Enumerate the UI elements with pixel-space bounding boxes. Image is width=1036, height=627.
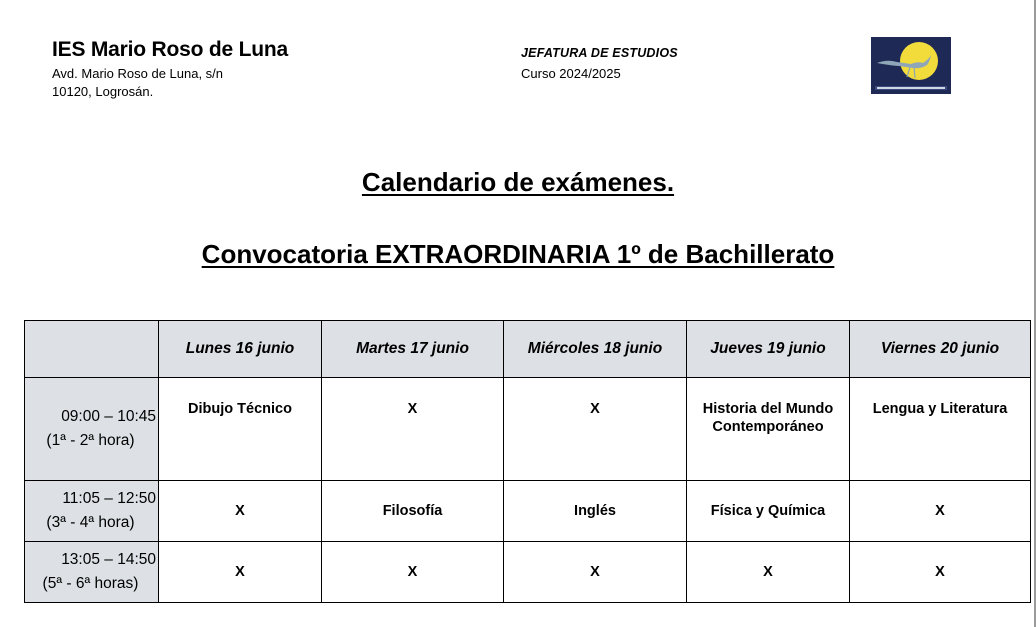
- day-header: Lunes 16 junio: [159, 321, 322, 378]
- time-period: (5ª - 6ª horas): [42, 575, 139, 592]
- time-period: (3ª - 4ª hora): [46, 514, 135, 531]
- day-header: Martes 17 junio: [322, 321, 504, 378]
- page-subtitle: Convocatoria EXTRAORDINARIA 1º de Bachillerato: [201, 239, 835, 269]
- time-slot-cell: [25, 481, 159, 542]
- exam-cell: Inglés: [504, 481, 687, 542]
- day-header: Jueves 19 junio: [687, 321, 850, 378]
- day-header: Miércoles 18 junio: [504, 321, 687, 378]
- exam-cell: Filosofía: [322, 481, 504, 542]
- school-address: Avd. Mario Roso de Luna, s/n: [52, 66, 224, 81]
- corner-cell: [25, 321, 159, 378]
- school-city: 10120, Logrosán.: [52, 84, 154, 99]
- exam-cell: Historia del Mundo Contemporáneo: [687, 378, 850, 481]
- department-name: JEFATURA DE ESTUDIOS: [521, 46, 678, 60]
- exam-cell: Lengua y Literatura: [850, 378, 1031, 481]
- time-range: 09:00 – 10:45: [61, 408, 156, 425]
- time-range: 11:05 – 12:50: [62, 490, 156, 507]
- table-header-row: [25, 321, 1031, 378]
- exam-cell: X: [322, 378, 504, 481]
- exam-cell: X: [159, 481, 322, 542]
- day-header: Viernes 20 junio: [850, 321, 1031, 378]
- time-slot-cell: [25, 378, 159, 481]
- exam-cell: X: [322, 542, 504, 603]
- exam-cell: Física y Química: [687, 481, 850, 542]
- exam-cell: X: [687, 542, 850, 603]
- exam-cell: X: [159, 542, 322, 603]
- time-slot-cell: [25, 542, 159, 603]
- table-row: [25, 481, 1031, 542]
- table-row: [25, 378, 1031, 481]
- exam-calendar-table: [24, 320, 1031, 603]
- page-title: Calendario de exámenes.: [361, 167, 675, 197]
- time-range: 13:05 – 14:50: [61, 551, 156, 568]
- exam-cell: X: [504, 378, 687, 481]
- time-period: (1ª - 2ª hora): [46, 432, 135, 449]
- school-year: Curso 2024/2025: [521, 66, 621, 81]
- school-name: IES Mario Roso de Luna: [52, 38, 288, 61]
- school-info: [52, 38, 288, 101]
- exam-cell: X: [850, 542, 1031, 603]
- department-info: [521, 46, 678, 81]
- exam-cell: X: [504, 542, 687, 603]
- table-row: [25, 542, 1031, 603]
- school-logo-icon: [871, 37, 951, 94]
- exam-cell: X: [850, 481, 1031, 542]
- exam-cell: Dibujo Técnico: [159, 378, 322, 481]
